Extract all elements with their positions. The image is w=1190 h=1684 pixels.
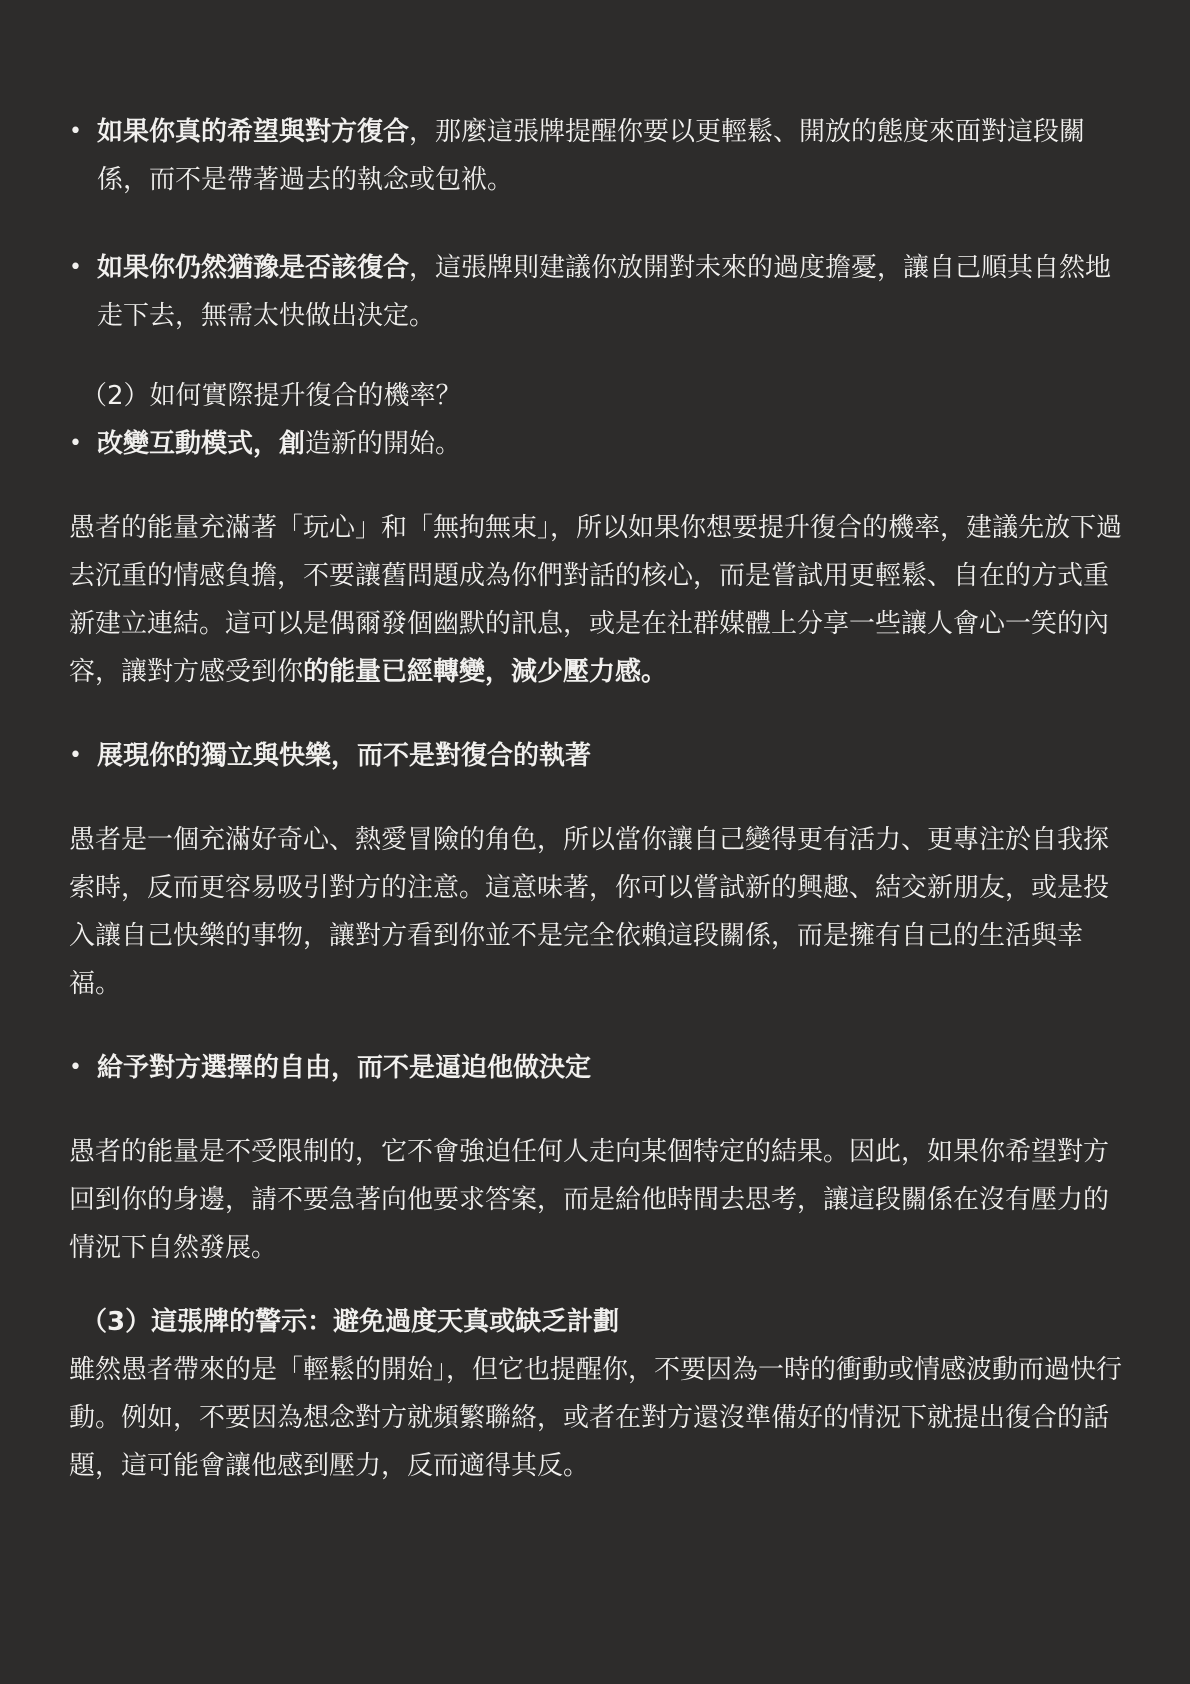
item-emphasis: 展現你的獨立與快樂，而不是對復合的執著 [97, 741, 592, 771]
paragraph-warning: 雖然愚者帶來的是「輕鬆的開始」，但它也提醒你，不要因為一時的衝動或情感波動而過快行動。例如，不要因為想念對方就頻繁聯絡，或者在對方還沒準備好的情況下就提出復合的話題，這可能會讓他感到壓力，反而適得其反。 [69, 1355, 1123, 1481]
list-item-reconcile-hesitate [69, 244, 1123, 340]
item-emphasis: 改變互動模式，創 [97, 429, 306, 459]
item-emphasis: 如果你仍然猶豫是否該復合 [97, 253, 410, 283]
paragraph-curiosity: 愚者是一個充滿好奇心、熱愛冒險的角色，所以當你讓自己變得更有活力、更專注於自我探索時，反而更容易吸引對方的注意。這意味著，你可以嘗試新的興趣、結交新朋友，或是投入讓自己快樂的事物，讓對方看到你並不是完全依賴這段關係，而是擁有自己的生活與幸福。 [69, 825, 1110, 999]
paragraph-text: 愚者的能量充滿著「玩心」和「無拘無束」，所以如果你想要提升復合的機率，建議先放下過去沉重的情感負擔，不要讓舊問題成為你們對話的核心，而是嘗試用更輕鬆、自在的方式重新建立連結。這可以是偶爾發個幽默的訊息，或是在社群媒體上分享一些讓人會心一笑的內容，讓對方感受到你 [69, 513, 1123, 687]
paragraph-energy [69, 504, 1123, 696]
item-emphasis: 如果你真的希望與對方復合 [97, 117, 410, 147]
paragraph-unlimited: 愚者的能量是不受限制的，它不會強迫任何人走向某個特定的結果。因此，如果你希望對方回到你的身邊，請不要急著向他要求答案，而是給他時間去思考，讓這段關係在沒有壓力的情況下自然發展。 [69, 1137, 1110, 1263]
item-text: ，這張牌則建議你放開對未來的過度擔憂，讓自己順其自然地走下去，無需太快做出決定。 [97, 253, 1112, 331]
item-emphasis: 給予對方選擇的自由，而不是逼迫他做決定 [97, 1053, 592, 1083]
paragraph-emphasis: 的能量已經轉變，減少壓力感。 [303, 657, 668, 687]
list-item-change-interaction [69, 420, 1123, 468]
list-item-freedom [69, 1044, 1123, 1092]
item-text: 造新的開始。 [305, 429, 462, 459]
list-item-independence [69, 732, 1123, 780]
item-text: ，那麼這張牌提醒你要以更輕鬆、開放的態度來面對這段關係，而不是帶著過去的執念或包袱。 [97, 117, 1086, 195]
article-body [69, 108, 1123, 1490]
section-heading-2: （2）如何實際提升復合的機率？ [81, 381, 462, 411]
section-heading-3 [69, 1298, 1123, 1346]
heading-text: （3）這張牌的警示：避免過度天真或缺乏計劃 [81, 1307, 620, 1337]
list-item-reconcile-hope [69, 108, 1123, 204]
